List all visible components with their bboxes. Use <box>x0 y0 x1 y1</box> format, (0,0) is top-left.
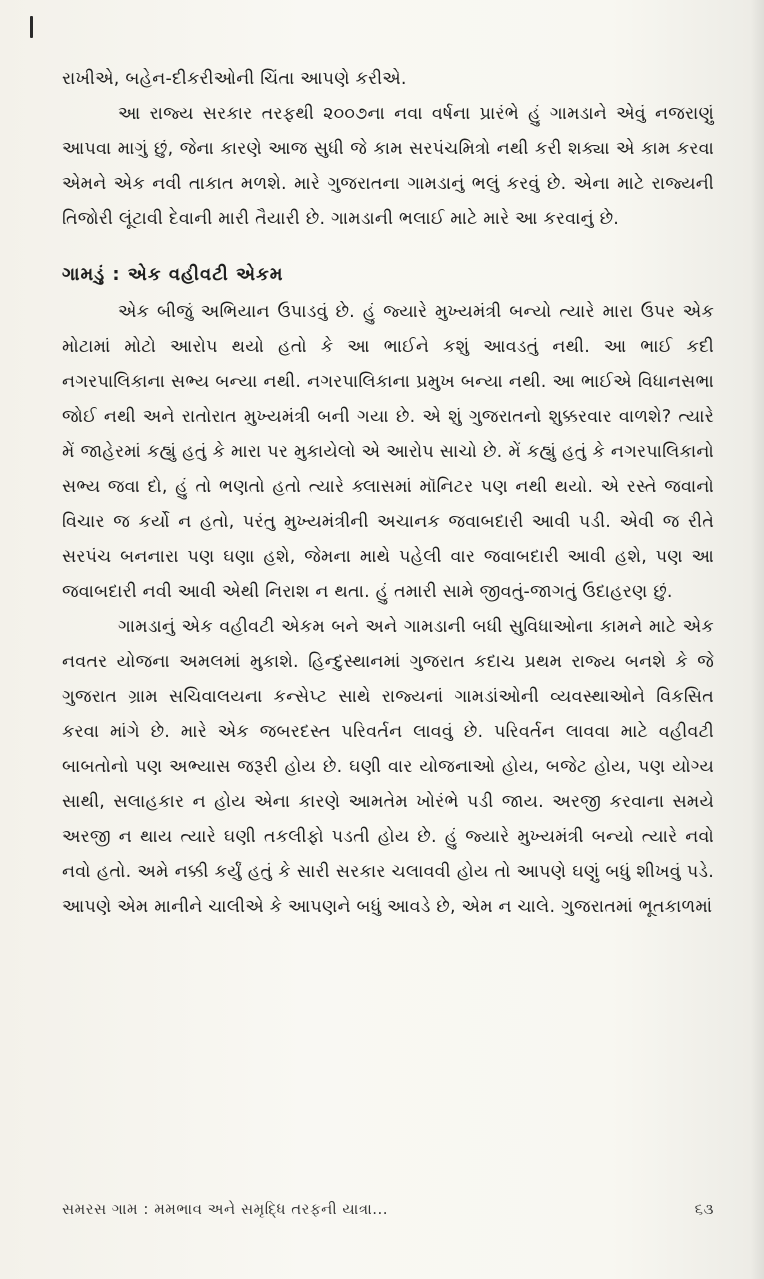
running-footer-title: સમરસ ગામ : મમભાવ અને સમૃદ્ધિ તરફની યાત્રા... <box>62 1200 389 1218</box>
paragraph-continued: રાખીએ, બહેન-દીકરીઓની ચિંતા આપણે કરીએ. <box>62 69 407 89</box>
paragraph-administrative-unit: ગામડાનું એક વહીવટી એકમ બને અને ગામડાની બધી સુવિધાઓના કામને માટે એક નવતર યોજના અમલમાં મુકાશે. હિન્દુસ્થાનમાં ગુજરાત કદાચ પ્રથમ રાજ્ય બનશે કે જે ગુજરાત ગ્રામ સચિવાલયના કન્સેપ્ટ સાથે રાજ્યનાં ગામડાંઓની વ્યવસ્થાઓને વિકસિત કરવા માંગે છે. મારે એક જબરદસ્ત પરિવર્તન લાવવું છે. પરિવર્તન લાવવા માટે વહીવટી બાબતોનો પણ અભ્યાસ જરૂરી હોય છે. ઘણી વાર યોજનાઓ હોય, બજેટ હોય, પણ યોગ્ય સાથી, સલાહકાર ન હોય એના કારણે આમતેમ ખોરંભે પડી જાય. અરજી કરવાના સમયે અરજી ન થાય ત્યારે ઘણી તકલીફો પડતી હોય છે. હું જ્યારે મુખ્યમંત્રી બન્યો ત્યારે નવો નવો હતો. અમે નક્કી કર્યું હતું કે સારી સરકાર ચલાવવી હોય તો આપણે ઘણું બધું શીખવું પડે. આપણે એમ માનીને ચાલીએ કે આપણને બધું આવડે છે, એમ ન ચાલે. ગુજરાતમાં ભૂતકાળમાં <box>62 617 714 917</box>
page-footer <box>62 1200 714 1230</box>
section-heading: ગામડું : એક વહીવટી એકમ <box>62 264 284 285</box>
paragraph-village-gift: આ રાજ્ય સરકાર તરફથી ૨૦૦૭ના નવા વર્ષના પ્રારંભે હું ગામડાને એવું નજરાણું આપવા માગું છું, જેના કારણે આજ સુધી જે કામ સરપંચમિત્રો નથી કરી શક્યા એ કામ કરવા એમને એક નવી તાકાત મળશે. મારે ગુજરાતના ગામડાનું ભલું કરવું છે. એના માટે રાજ્યની તિજોરી લૂંટાવી દેવાની મારી તૈયારી છે. ગામડાની ભલાઈ માટે મારે આ કરવાનું છે. <box>62 104 714 229</box>
page-body <box>62 62 714 925</box>
page-edge-shadow <box>750 0 764 1279</box>
scan-margin-mark <box>30 16 33 38</box>
paragraph-campaign: એક બીજું અભિયાન ઉપાડવું છે. હું જ્યારે મુખ્યમંત્રી બન્યો ત્યારે મારા ઉપર એક મોટામાં મોટો આરોપ થયો હતો કે આ ભાઈને કશું આવડતું નથી. આ ભાઈ કદી નગરપાલિકાના સભ્ય બન્યા નથી. નગરપાલિકાના પ્રમુખ બન્યા નથી. આ ભાઈએ વિધાનસભા જોઈ નથી અને રાતોરાત મુખ્યમંત્રી બની ગયા છે. એ શું ગુજરાતનો શુક્કરવાર વાળશે? ત્યારે મેં જાહેરમાં કહ્યું હતું કે મારા પર મુકાયેલો એ આરોપ સાચો છે. મેં કહ્યું હતું કે નગરપાલિકાનો સભ્ય જવા દો, હું તો ભણતો હતો ત્યારે ક્લાસમાં મૉનિટર પણ નથી થયો. એ રસ્તે જવાનો વિચાર જ કર્યો ન હતો, પરંતુ મુખ્યમંત્રીની અચાનક જવાબદારી આવી પડી. એવી જ રીતે સરપંચ બનનારા પણ ઘણા હશે, જેમના માથે પહેલી વાર જવાબદારી આવી હશે, પણ આ જવાબદારી નવી આવી એથી નિરાશ ન થતા. હું તમારી સામે જીવતું-જાગતું ઉદાહરણ છું. <box>62 302 714 602</box>
page-number: ૬૩ <box>694 1200 714 1218</box>
